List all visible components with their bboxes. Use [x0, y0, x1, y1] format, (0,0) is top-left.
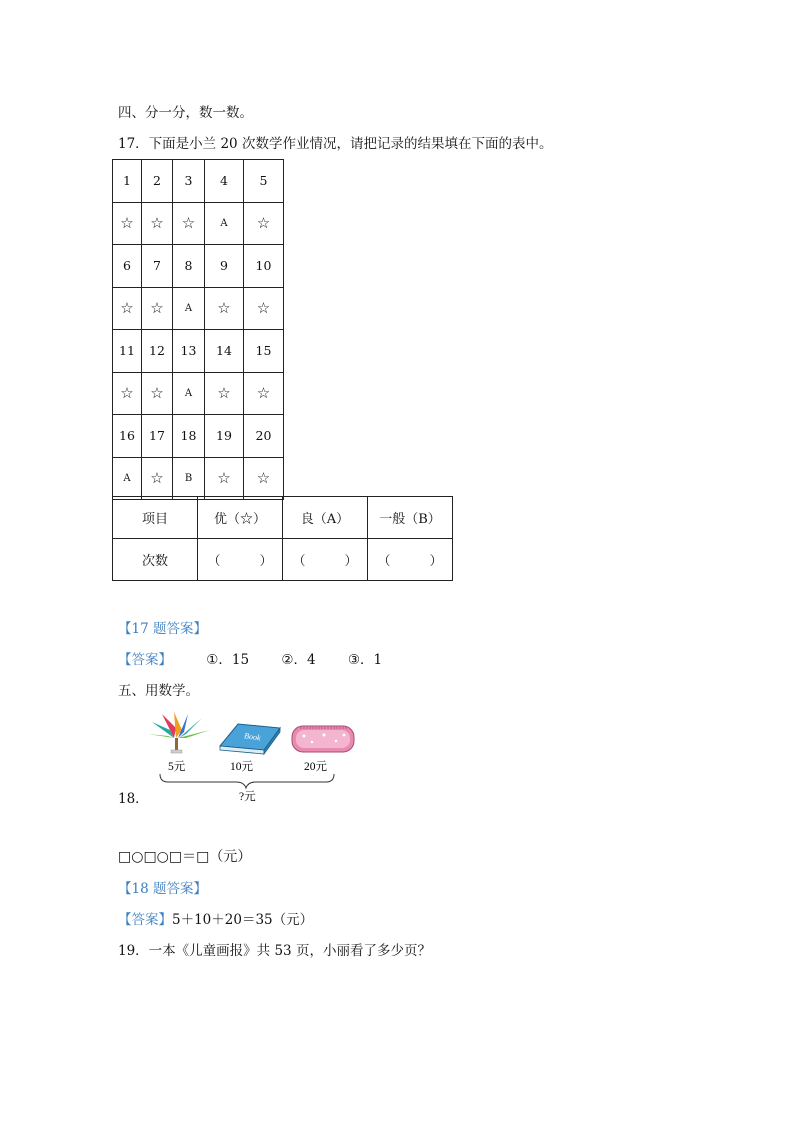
grid-number-cell: 4 [205, 160, 244, 203]
grid-grade-cell: ☆ [244, 457, 284, 500]
grid-number-cell: 8 [173, 245, 205, 288]
q17-answer-label: 【答案】 [118, 652, 172, 668]
grid-number-cell: 18 [173, 415, 205, 458]
q17-answer-heading: 【17 题答案】 [118, 621, 207, 637]
grid-row [113, 457, 284, 500]
q17-answer-3: ③．1 [347, 652, 383, 668]
q18-answer-label: 【答案】 [118, 912, 172, 928]
grid-number-cell: 3 [173, 160, 205, 203]
book-cover-text: Book [243, 731, 262, 743]
grid-number-cell: 17 [142, 415, 173, 458]
grid-row [113, 330, 284, 373]
grid-row [113, 372, 284, 415]
grid-grade-cell: ☆ [113, 287, 142, 330]
tally-header-cell: 项目 [113, 497, 198, 539]
question-17-text: 17．下面是小兰 20 次数学作业情况，请把记录的结果填在下面的表中。 [118, 136, 553, 152]
grid-grade-cell: A [205, 202, 244, 245]
grid-grade-cell: ☆ [113, 202, 142, 245]
tally-count-blank: （ ） [283, 539, 368, 581]
grid-grade-cell: ☆ [205, 457, 244, 500]
grid-number-cell: 15 [244, 330, 284, 373]
q17-answer-row [118, 651, 382, 669]
tally-table [112, 496, 453, 581]
grid-grade-cell: ☆ [142, 287, 173, 330]
grid-number-cell: 5 [244, 160, 284, 203]
grid-row [113, 415, 284, 458]
grid-number-cell: 10 [244, 245, 284, 288]
grid-grade-cell: A [173, 287, 205, 330]
pencil-case-price: 20元 [304, 761, 327, 773]
grid-number-cell: 13 [173, 330, 205, 373]
tally-header-cell: 一般（B） [368, 497, 453, 539]
grid-number-cell: 16 [113, 415, 142, 458]
q18-blank-equation: □○□○□＝□（元） [118, 849, 252, 865]
grid-grade-cell: ☆ [142, 372, 173, 415]
tally-header-row [113, 497, 453, 539]
q17-answer-1: ①．15 [206, 652, 250, 668]
total-brace [160, 774, 334, 788]
grid-grade-cell: ☆ [244, 202, 284, 245]
grid-row [113, 245, 284, 288]
book-price: 10元 [230, 761, 253, 773]
tally-header-cell: 优（☆） [198, 497, 283, 539]
grid-grade-cell: ☆ [113, 372, 142, 415]
pencil-case-icon [292, 726, 354, 752]
tally-header-cell: 良（A） [283, 497, 368, 539]
duster-price: 5元 [168, 761, 186, 773]
grid-number-cell: 14 [205, 330, 244, 373]
grid-grade-cell: ☆ [205, 372, 244, 415]
total-price-label: ?元 [239, 791, 256, 803]
q18-answer-text: 5＋10＋20＝35（元） [172, 912, 314, 928]
grid-row [113, 287, 284, 330]
homework-record-grid [112, 159, 284, 500]
book-icon [220, 724, 280, 754]
grid-grade-cell: ☆ [173, 202, 205, 245]
grid-number-cell: 9 [205, 245, 244, 288]
q18-answer-row [118, 911, 313, 929]
grid-grade-cell: ☆ [205, 287, 244, 330]
grid-number-cell: 11 [113, 330, 142, 373]
grid-number-cell: 1 [113, 160, 142, 203]
grid-number-cell: 2 [142, 160, 173, 203]
grid-grade-cell: ☆ [142, 457, 173, 500]
grid-number-cell: 19 [205, 415, 244, 458]
feather-duster-icon [148, 712, 210, 753]
grid-grade-cell: A [113, 457, 142, 500]
grid-number-cell: 12 [142, 330, 173, 373]
tally-count-row [113, 539, 453, 581]
q17-answer-2: ②．4 [281, 652, 316, 668]
grid-number-cell: 20 [244, 415, 284, 458]
question-19-text: 19．一本《儿童画报》共 53 页，小丽看了多少页？ [118, 943, 431, 959]
grid-number-cell: 6 [113, 245, 142, 288]
grid-grade-cell: ☆ [142, 202, 173, 245]
grid-grade-cell: ☆ [244, 287, 284, 330]
price-figure [140, 708, 370, 808]
grid-number-cell: 7 [142, 245, 173, 288]
grid-grade-cell: ☆ [244, 372, 284, 415]
grid-row [113, 202, 284, 245]
grid-row [113, 160, 284, 203]
tally-count-label: 次数 [113, 539, 198, 581]
section-5-title: 五、用数学。 [118, 683, 199, 699]
question-18-number: 18． [118, 791, 149, 807]
tally-count-blank: （ ） [368, 539, 453, 581]
q18-answer-heading: 【18 题答案】 [118, 881, 207, 897]
grid-grade-cell: A [173, 372, 205, 415]
section-4-title: 四、分一分，数一数。 [118, 105, 253, 121]
tally-count-blank: （ ） [198, 539, 283, 581]
grid-grade-cell: B [173, 457, 205, 500]
